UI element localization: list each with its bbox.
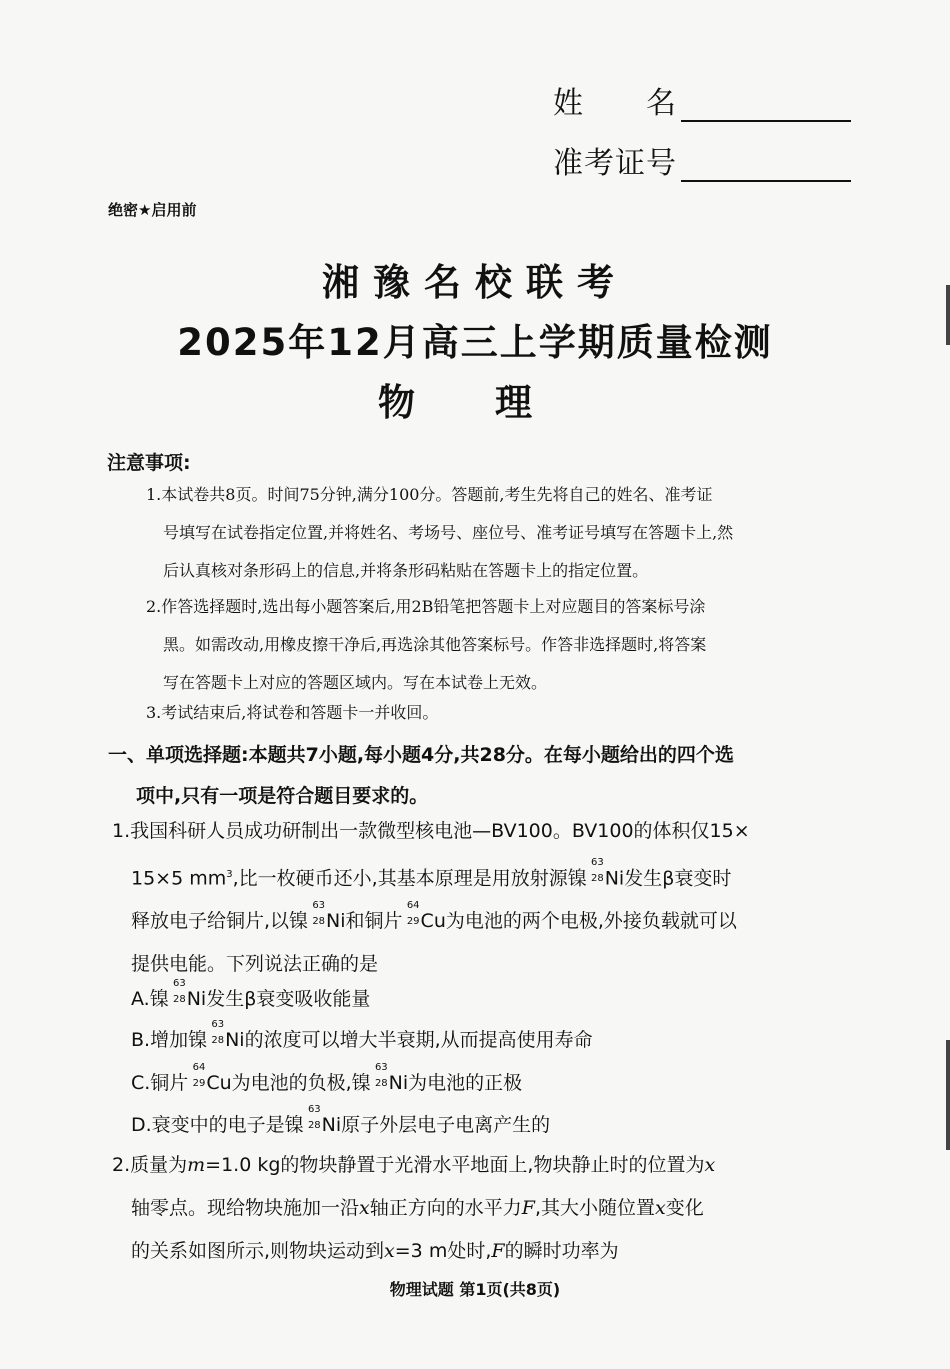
notice-line: 2.作答选择题时,选出每小题答案后,用2B铅笔把答题卡上对应题目的答案标号涂 <box>146 597 706 616</box>
question-2 <box>112 1144 842 1273</box>
notice-heading: 注意事项: <box>107 452 191 474</box>
ni-isotope: 63 28 <box>211 1019 225 1046</box>
name-blank[interactable] <box>681 92 851 122</box>
ni-isotope: 63 28 <box>590 857 604 885</box>
question-line: 1.我国科研人员成功研制出一款微型核电池—BV100。BV100的体积仅15× <box>112 820 750 842</box>
section-heading <box>108 735 848 817</box>
exam-title: 湘豫名校联考 <box>322 261 628 304</box>
option-d[interactable]: D.衰变中的电子是镍 63 28 Ni原子外层电子电离产生的 <box>131 1104 551 1136</box>
notice-line: 3.考试结束后,将试卷和答题卡一并收回。 <box>146 703 439 722</box>
notice-line: 号填写在试卷指定位置,并将姓名、考场号、座位号、准考证号填写在答题卡上,然 <box>163 523 734 542</box>
cu-isotope: 64 29 <box>192 1062 206 1089</box>
ni-isotope: 63 28 <box>374 1062 388 1089</box>
secret-label: 绝密★启用前 <box>108 201 197 219</box>
question-line: 15×5 $mm^3$,比一枚硬币还小,其基本原理是用放射源镍 63 28 Ni发生β衰变时 <box>131 857 732 890</box>
notice-item <box>146 694 846 732</box>
name-field <box>553 78 851 122</box>
question-line: 轴零点。现给物块施加一沿x轴正方向的水平力F,其大小随位置x变化 <box>131 1197 704 1219</box>
exam-id-label: 准考证号 <box>553 146 677 181</box>
ni-isotope: 63 28 <box>172 978 186 1005</box>
section-line: 项中,只有一项是符合题目要求的。 <box>136 785 429 807</box>
option-a[interactable]: A.镍 63 28 Ni发生β衰变吸收能量 <box>131 978 371 1010</box>
question-1 <box>112 810 842 986</box>
question-line: 2.质量为m=1.0 kg的物块静置于光滑水平地面上,物块静止时的位置为x <box>112 1154 716 1176</box>
ni-isotope: 63 28 <box>307 1104 321 1131</box>
notice-item <box>146 476 846 590</box>
notice-line: 黑。如需改动,用橡皮擦干净后,再选涂其他答案标号。作答非选择题时,将答案 <box>163 635 707 654</box>
exam-subtitle: 2025年12月高三上学期质量检测 <box>177 321 773 364</box>
option-c[interactable]: C.铜片 64 29 Cu为电池的负极,镍 63 28 Ni为电池的正极 <box>131 1062 523 1094</box>
name-label: 姓 名 <box>553 86 677 121</box>
notice-line: 后认真核对条形码上的信息,并将条形码粘贴在答题卡上的指定位置。 <box>163 561 649 580</box>
cu-isotope: 64 29 <box>406 900 420 928</box>
option-b[interactable]: B.增加镍 63 28 Ni的浓度可以增大半衰期,从而提高使用寿命 <box>131 1019 593 1051</box>
notice-item <box>146 588 846 702</box>
exam-id-field <box>553 138 851 182</box>
page-footer: 物理试题 第1页(共8页) <box>389 1280 561 1299</box>
notice-line: 写在答题卡上对应的答题区域内。写在本试卷上无效。 <box>163 673 548 692</box>
exam-id-blank[interactable] <box>681 152 851 182</box>
question-line: 的关系如图所示,则物块运动到x=3 m处时,F的瞬时功率为 <box>131 1240 619 1262</box>
question-line: 提供电能。下列说法正确的是 <box>131 953 379 976</box>
ni-isotope: 63 28 <box>312 900 326 928</box>
subject-title: 物理 <box>378 381 612 424</box>
scan-edge-mark <box>946 1040 950 1150</box>
notice-line: 1.本试卷共8页。时间75分钟,满分100分。答题前,考生先将自己的姓名、准考证 <box>146 485 713 504</box>
section-line: 一、单项选择题:本题共7小题,每小题4分,共28分。在每小题给出的四个选 <box>108 744 734 766</box>
question-line: 释放电子给铜片,以镍 63 28 Ni和铜片 64 29 Cu为电池的两个电极,外接负载就可以 <box>131 900 737 933</box>
